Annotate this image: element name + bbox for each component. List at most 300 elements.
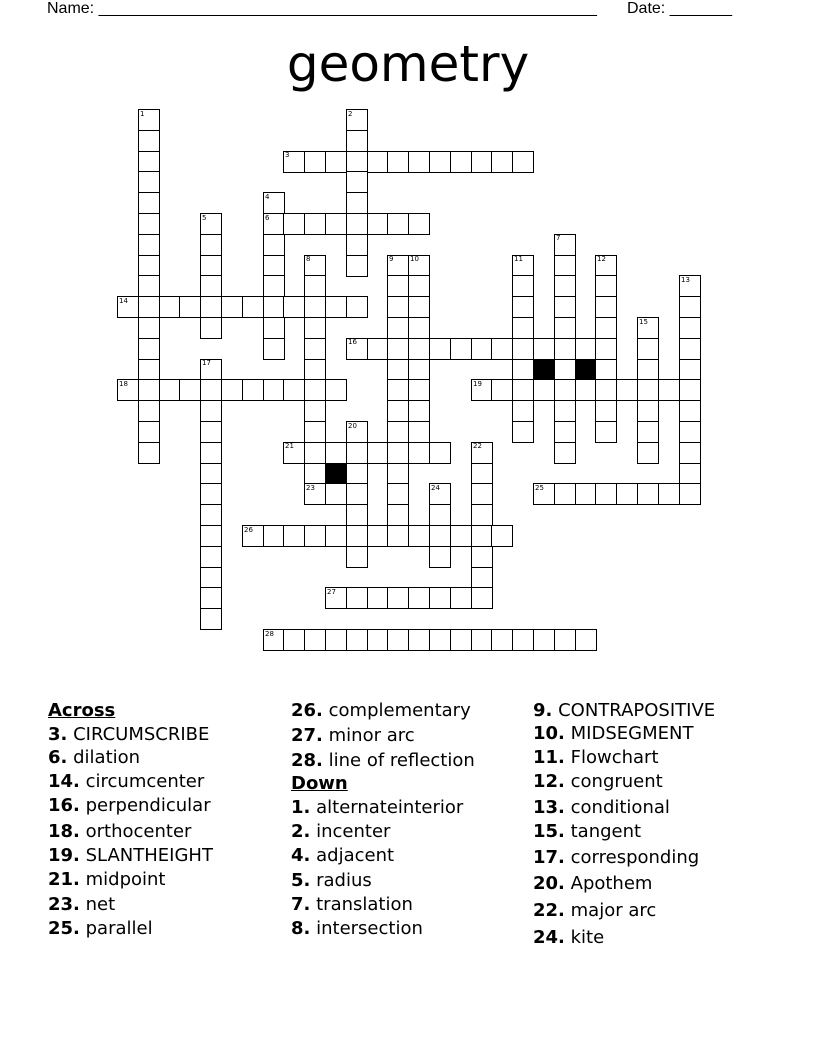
crossword-cell[interactable]	[367, 587, 389, 609]
clue-answer-text: circumcenter	[85, 771, 205, 792]
crossword-cell[interactable]	[283, 213, 305, 235]
crossword-cell[interactable]	[554, 255, 576, 277]
crossword-cell[interactable]	[263, 255, 285, 277]
crossword-cell[interactable]	[491, 151, 513, 173]
clue-number-label: 11	[514, 255, 523, 263]
clue-item	[48, 771, 204, 792]
black-square	[326, 463, 347, 484]
crossword-cell[interactable]	[346, 213, 368, 235]
crossword-cell[interactable]	[242, 296, 264, 318]
crossword-cell[interactable]	[200, 504, 222, 526]
crossword-cell[interactable]	[595, 275, 617, 297]
crossword-cell[interactable]	[429, 338, 451, 360]
crossword-cell[interactable]	[283, 379, 305, 401]
clue-number-label: 16	[348, 338, 357, 346]
crossword-cell[interactable]	[679, 483, 701, 505]
crossword-cell[interactable]	[138, 442, 160, 464]
crossword-cell[interactable]	[138, 213, 160, 235]
clue-number: 25.	[48, 918, 80, 939]
crossword-cell[interactable]	[491, 525, 513, 547]
clue-answer-text: SLANTHEIGHT	[85, 845, 213, 866]
crossword-cell[interactable]	[512, 338, 534, 360]
crossword-cell[interactable]	[679, 421, 701, 443]
clue-answer-text: kite	[570, 927, 605, 948]
crossword-cell[interactable]	[512, 151, 534, 173]
crossword-cell[interactable]	[387, 151, 409, 173]
clue-item	[291, 918, 423, 939]
clue-number-label: 27	[327, 588, 336, 596]
crossword-cell[interactable]	[554, 275, 576, 297]
date-field[interactable]: Date: _______	[627, 0, 732, 17]
crossword-cell[interactable]	[138, 338, 160, 360]
crossword-cell[interactable]	[533, 629, 555, 651]
clue-number: 26.	[291, 700, 323, 721]
crossword-cell[interactable]	[471, 546, 493, 568]
black-square	[534, 359, 555, 380]
crossword-cell[interactable]	[637, 421, 659, 443]
clue-answer-text: orthocenter	[85, 821, 192, 842]
crossword-cell[interactable]	[200, 546, 222, 568]
crossword-cell[interactable]	[387, 359, 409, 381]
clue-answer-text: line of reflection	[328, 750, 475, 771]
crossword-cell[interactable]	[200, 275, 222, 297]
crossword-cell[interactable]	[429, 151, 451, 173]
clue-number: 22.	[533, 900, 565, 921]
clue-answer-text: alternateinterior	[316, 797, 464, 818]
crossword-cell[interactable]	[554, 442, 576, 464]
crossword-cell[interactable]	[138, 151, 160, 173]
crossword-cell[interactable]	[263, 379, 285, 401]
clue-item	[291, 870, 372, 891]
crossword-cell[interactable]	[637, 359, 659, 381]
crossword-cell[interactable]	[512, 317, 534, 339]
crossword-cell[interactable]	[575, 379, 597, 401]
crossword-cell[interactable]	[554, 296, 576, 318]
clue-number-label: 26	[244, 526, 253, 534]
crossword-cell[interactable]	[637, 483, 659, 505]
crossword-cell[interactable]	[637, 338, 659, 360]
crossword-cell[interactable]	[679, 359, 701, 381]
crossword-cell[interactable]	[408, 525, 430, 547]
clue-answer-text: translation	[316, 894, 413, 915]
clue-number: 16.	[48, 795, 80, 816]
crossword-cell[interactable]	[263, 338, 285, 360]
crossword-cell[interactable]	[471, 483, 493, 505]
crossword-cell[interactable]	[450, 629, 472, 651]
crossword-cell[interactable]	[200, 255, 222, 277]
crossword-cell[interactable]	[450, 525, 472, 547]
crossword-cell[interactable]	[387, 442, 409, 464]
crossword-cell[interactable]	[512, 359, 534, 381]
crossword-cell[interactable]	[346, 442, 368, 464]
crossword-cell[interactable]	[304, 400, 326, 422]
crossword-cell[interactable]	[595, 483, 617, 505]
clue-answer-text: MIDSEGMENT	[570, 723, 694, 744]
crossword-cell[interactable]	[637, 400, 659, 422]
name-field[interactable]: Name: ________________________________________________________	[47, 0, 597, 17]
crossword-cell[interactable]	[367, 151, 389, 173]
clue-answer-text: conditional	[570, 797, 670, 818]
crossword-cell[interactable]	[595, 400, 617, 422]
clue-number-label: 3	[285, 151, 290, 159]
crossword-cell[interactable]	[554, 338, 576, 360]
crossword-cell[interactable]	[387, 483, 409, 505]
clue-item	[48, 747, 140, 768]
crossword-cell[interactable]	[512, 629, 534, 651]
crossword-cell[interactable]	[491, 338, 513, 360]
crossword-cell[interactable]	[512, 296, 534, 318]
crossword-cell[interactable]	[387, 400, 409, 422]
clue-item	[533, 927, 604, 948]
crossword-cell[interactable]	[471, 525, 493, 547]
crossword-cell[interactable]	[679, 442, 701, 464]
clue-answer-text: net	[85, 894, 116, 915]
clue-answer-text: congruent	[570, 771, 663, 792]
crossword-cell[interactable]	[408, 587, 430, 609]
crossword-cell[interactable]	[200, 379, 222, 401]
crossword-cell[interactable]	[408, 151, 430, 173]
clue-answer-text: CIRCUMSCRIBE	[73, 724, 210, 745]
crossword-cell[interactable]	[471, 463, 493, 485]
clue-number: 15.	[533, 821, 565, 842]
crossword-cell[interactable]	[658, 483, 680, 505]
crossword-cell[interactable]	[471, 587, 493, 609]
crossword-cell[interactable]	[263, 317, 285, 339]
crossword-cell[interactable]	[325, 151, 347, 173]
crossword-cell[interactable]	[595, 421, 617, 443]
clue-item	[533, 771, 663, 792]
clue-answer-text: radius	[316, 870, 372, 891]
crossword-cell[interactable]	[200, 567, 222, 589]
crossword-cell[interactable]	[325, 213, 347, 235]
crossword-cell[interactable]	[387, 525, 409, 547]
clue-item	[48, 894, 115, 915]
clue-number: 4.	[291, 845, 311, 866]
clue-answer-text: Flowchart	[570, 747, 659, 768]
crossword-cell[interactable]	[304, 296, 326, 318]
clue-item	[48, 821, 191, 842]
crossword-cell[interactable]	[429, 629, 451, 651]
clue-item	[291, 797, 463, 818]
crossword-cell[interactable]	[346, 192, 368, 214]
crossword-cell[interactable]	[200, 317, 222, 339]
crossword-cell[interactable]	[387, 629, 409, 651]
crossword-cell[interactable]	[387, 587, 409, 609]
crossword-cell[interactable]	[471, 151, 493, 173]
crossword-cell[interactable]	[637, 442, 659, 464]
crossword-cell[interactable]	[533, 338, 555, 360]
crossword-cell[interactable]	[325, 629, 347, 651]
crossword-cell[interactable]	[554, 421, 576, 443]
crossword-cell[interactable]	[491, 379, 513, 401]
crossword-cell[interactable]	[304, 379, 326, 401]
clue-number: 13.	[533, 797, 565, 818]
crossword-cell[interactable]	[491, 629, 513, 651]
crossword-cell[interactable]	[408, 359, 430, 381]
crossword-cell[interactable]	[346, 234, 368, 256]
clue-item	[291, 845, 394, 866]
crossword-cell[interactable]	[138, 379, 160, 401]
crossword-cell[interactable]	[367, 442, 389, 464]
clue-answer-text: adjacent	[316, 845, 395, 866]
crossword-cell[interactable]	[179, 379, 201, 401]
clue-number-label: 8	[306, 255, 311, 263]
crossword-cell[interactable]	[679, 296, 701, 318]
crossword-cell[interactable]	[346, 151, 368, 173]
crossword-cell[interactable]	[179, 296, 201, 318]
crossword-cell[interactable]	[429, 525, 451, 547]
crossword-cell[interactable]	[408, 296, 430, 318]
crossword-cell[interactable]	[471, 504, 493, 526]
crossword-cell[interactable]	[200, 608, 222, 630]
crossword-cell[interactable]	[346, 504, 368, 526]
crossword-cell[interactable]	[408, 400, 430, 422]
clue-number: 21.	[48, 869, 80, 890]
crossword-cell[interactable]	[595, 338, 617, 360]
crossword-cell[interactable]	[387, 275, 409, 297]
crossword-cell[interactable]	[367, 629, 389, 651]
clue-number-label: 22	[473, 442, 482, 450]
crossword-cell[interactable]	[554, 400, 576, 422]
crossword-cell[interactable]	[387, 213, 409, 235]
crossword-cell[interactable]	[200, 234, 222, 256]
crossword-cell[interactable]	[658, 379, 680, 401]
crossword-cell[interactable]	[346, 629, 368, 651]
crossword-cell[interactable]	[138, 255, 160, 277]
crossword-cell[interactable]	[429, 504, 451, 526]
crossword-cell[interactable]	[429, 587, 451, 609]
clue-item	[533, 797, 670, 818]
crossword-cell[interactable]	[429, 442, 451, 464]
crossword-cell[interactable]	[304, 463, 326, 485]
crossword-cell[interactable]	[138, 171, 160, 193]
crossword-cell[interactable]	[138, 192, 160, 214]
crossword-cell[interactable]	[554, 359, 576, 381]
crossword-cell[interactable]	[387, 421, 409, 443]
clue-number-label: 23	[306, 484, 315, 492]
clue-item	[291, 725, 415, 746]
crossword-cell[interactable]	[408, 421, 430, 443]
crossword-cell[interactable]	[512, 400, 534, 422]
crossword-cell[interactable]	[575, 483, 597, 505]
crossword-cell[interactable]	[554, 629, 576, 651]
crossword-cell[interactable]	[159, 296, 181, 318]
clue-answer-text: CONTRAPOSITIVE	[558, 700, 716, 721]
crossword-cell[interactable]	[408, 442, 430, 464]
crossword-cell[interactable]	[471, 338, 493, 360]
crossword-cell[interactable]	[325, 296, 347, 318]
crossword-cell[interactable]	[346, 525, 368, 547]
crossword-cell[interactable]	[408, 338, 430, 360]
clue-number-label: 14	[119, 297, 128, 305]
clue-number: 12.	[533, 771, 565, 792]
crossword-cell[interactable]	[450, 587, 472, 609]
crossword-cell[interactable]	[367, 213, 389, 235]
crossword-cell[interactable]	[471, 567, 493, 589]
crossword-cell[interactable]	[221, 296, 243, 318]
crossword-cell[interactable]	[346, 296, 368, 318]
crossword-cell[interactable]	[616, 483, 638, 505]
crossword-cell[interactable]	[679, 379, 701, 401]
clue-item	[533, 847, 699, 868]
clue-number-label: 15	[639, 318, 648, 326]
crossword-cell[interactable]	[387, 463, 409, 485]
crossword-cell[interactable]	[159, 379, 181, 401]
page-title: geometry	[286, 35, 530, 93]
crossword-cell[interactable]	[346, 546, 368, 568]
crossword-cell[interactable]	[325, 483, 347, 505]
clue-number-label: 13	[681, 276, 690, 284]
crossword-cell[interactable]	[304, 151, 326, 173]
crossword-cell[interactable]	[679, 338, 701, 360]
crossword-cell[interactable]	[242, 379, 264, 401]
crossword-cell[interactable]	[408, 317, 430, 339]
clue-number: 27.	[291, 725, 323, 746]
crossword-cell[interactable]	[221, 379, 243, 401]
clue-number-label: 25	[535, 484, 544, 492]
crossword-cell[interactable]	[138, 296, 160, 318]
crossword-cell[interactable]	[408, 629, 430, 651]
crossword-cell[interactable]	[304, 442, 326, 464]
clue-number-label: 9	[389, 255, 394, 263]
crossword-cell[interactable]	[512, 421, 534, 443]
crossword-cell[interactable]	[200, 296, 222, 318]
crossword-cell[interactable]	[283, 629, 305, 651]
crossword-cell[interactable]	[200, 442, 222, 464]
clue-item	[291, 750, 475, 771]
clue-answer-text: minor arc	[328, 725, 415, 746]
crossword-cell[interactable]	[679, 463, 701, 485]
clue-number: 23.	[48, 894, 80, 915]
crossword-cell[interactable]	[346, 255, 368, 277]
crossword-cell[interactable]	[138, 130, 160, 152]
crossword-cell[interactable]	[512, 379, 534, 401]
crossword-cell[interactable]	[346, 483, 368, 505]
crossword-cell[interactable]	[200, 421, 222, 443]
crossword-cell[interactable]	[263, 275, 285, 297]
clue-answer-text: major arc	[570, 900, 657, 921]
crossword-cell[interactable]	[554, 483, 576, 505]
crossword-cell[interactable]	[304, 525, 326, 547]
crossword-cell[interactable]	[304, 421, 326, 443]
crossword-cell[interactable]	[283, 296, 305, 318]
crossword-cell[interactable]	[263, 296, 285, 318]
crossword-cell[interactable]	[450, 151, 472, 173]
clue-number-label: 12	[597, 255, 606, 263]
crossword-cell[interactable]	[138, 317, 160, 339]
crossword-cell[interactable]	[679, 317, 701, 339]
crossword-cell[interactable]	[408, 213, 430, 235]
crossword-cell[interactable]	[304, 359, 326, 381]
crossword-cell[interactable]	[533, 379, 555, 401]
crossword-cell[interactable]	[200, 463, 222, 485]
crossword-cell[interactable]	[595, 296, 617, 318]
clue-number: 2.	[291, 821, 311, 842]
crossword-cell[interactable]	[304, 629, 326, 651]
clue-number: 18.	[48, 821, 80, 842]
crossword-cell[interactable]	[512, 275, 534, 297]
crossword-cell[interactable]	[346, 130, 368, 152]
crossword-cell[interactable]	[346, 587, 368, 609]
crossword-cell[interactable]	[325, 442, 347, 464]
crossword-cell[interactable]	[346, 171, 368, 193]
clue-answer-text: corresponding	[570, 847, 700, 868]
crossword-cell[interactable]	[200, 587, 222, 609]
crossword-cell[interactable]	[595, 359, 617, 381]
crossword-cell[interactable]	[387, 504, 409, 526]
crossword-cell[interactable]	[616, 379, 638, 401]
clue-answer-text: parallel	[85, 918, 153, 939]
crossword-cell[interactable]	[138, 234, 160, 256]
crossword-cell[interactable]	[408, 379, 430, 401]
crossword-cell[interactable]	[200, 400, 222, 422]
clue-item	[291, 821, 390, 842]
crossword-cell[interactable]	[387, 379, 409, 401]
crossword-cell[interactable]	[554, 379, 576, 401]
crossword-cell[interactable]	[263, 525, 285, 547]
crossword-cell[interactable]	[387, 317, 409, 339]
crossword-cell[interactable]	[367, 338, 389, 360]
crossword-cell[interactable]	[679, 400, 701, 422]
crossword-cell[interactable]	[346, 463, 368, 485]
clue-number-label: 18	[119, 380, 128, 388]
crossword-cell[interactable]	[575, 629, 597, 651]
crossword-cell[interactable]	[637, 379, 659, 401]
crossword-cell[interactable]	[304, 338, 326, 360]
clue-number-label: 21	[285, 442, 294, 450]
crossword-cell[interactable]	[200, 525, 222, 547]
crossword-cell[interactable]	[387, 338, 409, 360]
crossword-cell[interactable]	[304, 275, 326, 297]
crossword-cell[interactable]	[138, 421, 160, 443]
clue-number: 17.	[533, 847, 565, 868]
crossword-cell[interactable]	[471, 629, 493, 651]
clue-number-label: 7	[556, 234, 561, 242]
crossword-cell[interactable]	[595, 317, 617, 339]
crossword-cell[interactable]	[263, 234, 285, 256]
clue-item	[291, 894, 413, 915]
clue-item	[48, 869, 166, 890]
crossword-cell[interactable]	[429, 546, 451, 568]
clue-number: 20.	[533, 873, 565, 894]
crossword-cell[interactable]	[387, 296, 409, 318]
crossword-cell[interactable]	[408, 275, 430, 297]
crossword-cell[interactable]	[325, 525, 347, 547]
crossword-cell[interactable]	[595, 379, 617, 401]
clue-number: 14.	[48, 771, 80, 792]
crossword-cell[interactable]	[200, 483, 222, 505]
crossword-cell[interactable]	[283, 525, 305, 547]
crossword-cell[interactable]	[450, 338, 472, 360]
crossword-cell[interactable]	[138, 275, 160, 297]
clue-number-label: 10	[410, 255, 419, 263]
clue-number: 9.	[533, 700, 553, 721]
clue-number: 28.	[291, 750, 323, 771]
clue-number-label: 28	[265, 630, 274, 638]
crossword-cell[interactable]	[304, 317, 326, 339]
crossword-cell[interactable]	[575, 338, 597, 360]
crossword-cell[interactable]	[554, 317, 576, 339]
clue-item	[533, 900, 656, 921]
crossword-cell[interactable]	[304, 213, 326, 235]
clue-number-label: 6	[265, 214, 270, 222]
clue-item	[533, 700, 715, 721]
clue-number-label: 5	[202, 214, 207, 222]
crossword-cell[interactable]	[367, 525, 389, 547]
crossword-cell[interactable]	[325, 379, 347, 401]
crossword-cell[interactable]	[138, 400, 160, 422]
crossword-cell[interactable]	[138, 359, 160, 381]
